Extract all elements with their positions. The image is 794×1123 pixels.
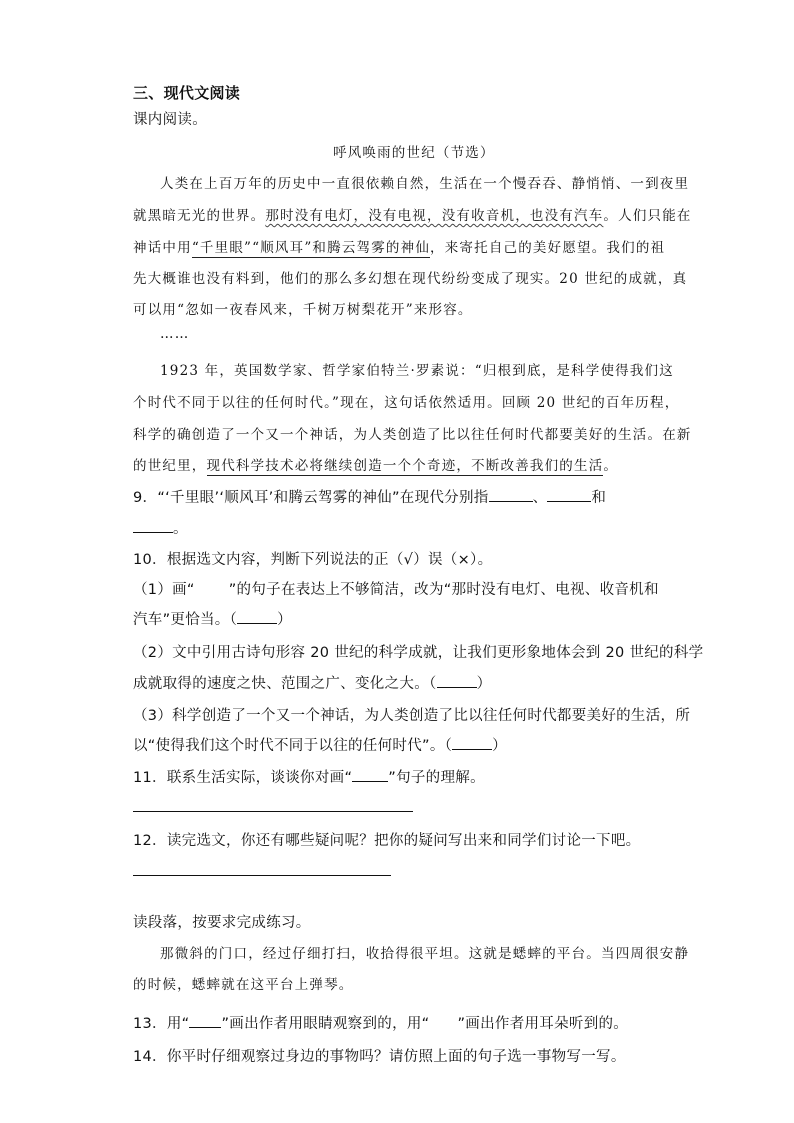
question-10-3: （3）科学创造了一个又一个神话，为人类创造了比以往任何时代都要美好的生活，所 [133,708,691,724]
question-10-1-line2 [133,608,292,629]
passage-title: 呼风唤雨的世纪（节选） [333,145,495,161]
question-text: 成就取得的速度之快、范围之广、变化之大。（ [133,676,437,692]
passage-line: 个时代不同于以往的任何时代。”现在，这句话依然适用。回顾 20 世纪的百年历程， [133,395,680,411]
question-text: 9．“‘千里眼’‘顺风耳’和腾云驾雾的神仙”在现代分别指 [133,490,489,506]
section-title: 三、现代文阅读 [133,84,241,102]
question-14: 14．你平时仔细观察过身边的事物吗？请仿照上面的句子选一事物写一写。 [133,1049,626,1065]
question-text: ”画出作者用眼睛观察到的，用“ [221,1016,430,1032]
question-11 [133,766,485,787]
question-text: ”的句子在表达上不够简洁，改为“那时没有电灯、电视、收音机和 [228,582,659,598]
passage-line: 人类在上百万年的历史中一直很依赖自然，生活在一个慢吞吞、静悄悄、一到夜里 [160,176,690,192]
question-10-2-line2 [133,672,491,693]
passage-line: 可以用“忽如一夜春风来，千树万树梨花开”来形容。 [133,302,473,318]
passage-text: 就黑暗无光的世界。 [133,208,266,224]
underlined-phrase: “千里眼”“顺风耳”和腾云驾雾的神仙 [191,240,431,256]
question-9 [133,486,606,507]
question-12: 12．读完选文，你还有哪些疑问呢？把你的疑问写出来和同学们讨论一下吧。 [133,833,641,849]
passage-text: ，来寄托自己的美好愿望。我们的祖 [430,240,666,256]
punctuation: ） [277,612,292,628]
passage-line: 那微斜的门口，经过仔细打扫，收拾得很平坦。这就是蟋蟀的平台。当四周很安静 [160,946,690,962]
punctuation: ） [476,676,492,692]
question-10-stem: 10．根据选文内容，判断下列说法的正（√）误（×）。 [133,552,493,568]
passage-text: 。人们只能在 [603,208,692,224]
passage-line: 1923 年，英国数学家、哲学家伯特兰·罗素说：“归根到底，是科学使得我们这 [160,363,674,379]
question-10-3-line2 [133,734,507,755]
punctuation: 。 [173,521,188,537]
passage-line: 科学的确创造了一个又一个神话，为人类创造了比以往任何时代都要美好的生活。在新 [133,427,692,443]
question-10-2: （2）文中引用古诗句形容 20 世纪的科学成就，让我们更形象地体会到 20 世纪的科学 [133,645,704,661]
separator: 和 [591,490,607,506]
question-9-line2 [133,517,188,538]
passage-line [133,236,665,256]
passage-line [133,454,618,474]
answer-blank[interactable] [237,609,277,624]
section-subtitle: 课内阅读。 [133,112,207,128]
underline-marker [352,767,388,782]
passage-text: 。 [603,458,619,474]
answer-line[interactable] [133,875,391,876]
answer-blank[interactable] [133,518,173,533]
question-text: 13．用“ [133,1016,190,1032]
underline-marker [189,1013,221,1028]
ellipsis: …… [160,326,190,342]
answer-blank[interactable] [547,487,591,502]
question-text: 以“使得我们这个时代不同于以往的任何时代”。（ [133,738,453,754]
answer-blank[interactable] [452,735,492,750]
passage-line [133,204,692,224]
answer-line[interactable] [133,811,413,812]
passage-line: 先大概谁也没有料到，他们的那么多幻想在现代纷纷变成了现实。20 世纪的成就，真 [133,271,688,287]
question-10-1 [133,578,659,599]
wavy-line-marker [430,1016,458,1032]
question-text: ”句子的理解。 [388,770,485,786]
passage-line: 的时候，蟋蟀就在这平台上弹琴。 [133,977,354,993]
section-intro: 读段落，按要求完成练习。 [133,915,311,931]
wavy-line-marker [195,582,229,598]
question-text: ”画出作者用耳朵听到的。 [457,1016,629,1032]
question-text: （1）画“ [133,582,195,598]
separator: 、 [532,490,548,506]
wavy-underlined-sentence: 那时没有电灯，没有电视，没有收音机，也没有汽车 [265,208,604,224]
passage-text: 神话中用 [133,240,192,256]
question-text: 汽车”更恰当。（ [133,612,238,628]
question-13 [133,1012,628,1033]
answer-blank[interactable] [437,673,477,688]
underlined-sentence: 现代科学技术必将继续创造一个个奇迹，不断改善我们的生活 [206,458,604,474]
question-text: 11．联系生活实际，谈谈你对画“ [133,770,353,786]
passage-text: 的世纪里， [133,458,207,474]
punctuation: ） [492,738,507,754]
answer-blank[interactable] [489,487,533,502]
